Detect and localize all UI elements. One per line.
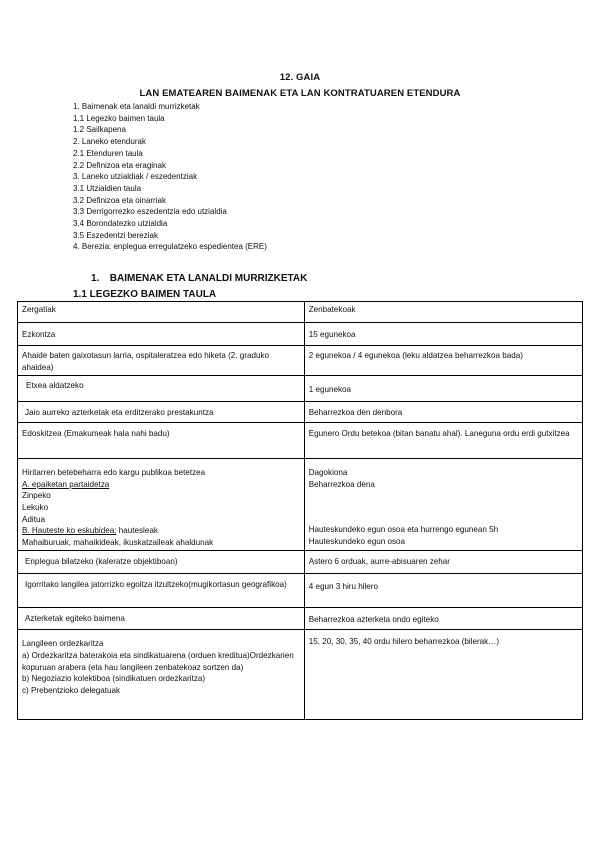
table-cell: Igorritako langilea jatorrizko egoitza itzultzeko(mugikortasun geografikoa): [18, 574, 305, 608]
cell-line-rest: hautesleak: [116, 526, 158, 536]
table-cell: Beharrezkoa azterketa ondo egiteko: [304, 608, 582, 630]
table-cell: [18, 459, 305, 551]
table-row: [18, 459, 583, 551]
table-row: [18, 376, 583, 402]
cell-line: Hiritarren betebeharra edo kargu publikoa betetzea: [22, 468, 206, 478]
table-cell: Astero 6 orduak, aurre-abisuaren zehar: [304, 551, 582, 574]
table-header-row: [18, 302, 583, 323]
toc-item: 1.1 Legezko baimen taula: [73, 113, 165, 123]
cell-line-underlined: B. Hauteste ko eskubidea:: [22, 526, 117, 536]
table-row: [18, 574, 583, 608]
table-cell: 1 egunekoa: [304, 376, 582, 402]
table-cell: [304, 459, 582, 551]
table-cell: 4 egun 3 hiru hilero: [304, 574, 582, 608]
table-row: [18, 423, 583, 459]
table-row: [18, 323, 583, 346]
table-cell: Ahaide baten gaixotasun larria, ospitaleratzea edo hiketa (2. graduko ahaidea): [18, 346, 305, 376]
toc-item: 3.3 Derrigorrezko eszedentzia edo utzialdia: [73, 207, 227, 217]
table-cell: Beharrezkoa den denbora: [304, 402, 582, 423]
subsection-heading: 1.1 LEGEZKO BAIMEN TAULA: [73, 289, 217, 300]
cell-line: Aditua: [22, 514, 45, 524]
table-cell: [18, 630, 305, 720]
chapter-title: LAN EMATEAREN BAIMENAK ETA LAN KONTRATUAREN ETENDURA: [139, 88, 461, 99]
cell-line: Hauteskundeko egun osoa: [308, 536, 406, 546]
toc-item: 3.1 Utzialdien taula: [73, 183, 142, 193]
toc-item: 1.2 Sailkapena: [73, 125, 126, 135]
toc-item: 2. Laneko etendurak: [73, 137, 146, 147]
header-cell: Zergatiak: [18, 302, 305, 323]
cell-line: Zinpeko: [22, 491, 51, 501]
cell-line: Dagokiona: [308, 468, 348, 478]
cell-line: A. epaiketan partaidetza: [22, 479, 110, 489]
table-row: [18, 346, 583, 376]
cell-spacer: [309, 490, 578, 524]
cell-line: a) Ordezkaritza baterakoia eta sindikatuarena (orduen kreditua)Ordezkarien kopuruan arabera (eta hau langileen zenbatekoaz sortzen da): [22, 650, 294, 672]
table-cell: Egunero Ordu betekoa (bitan banatu ahal). Laneguna ordu erdi gutxitzea: [304, 423, 582, 459]
table-cell: Enplegua bilatzeko (kaleratze objektiboan): [18, 551, 305, 574]
header-cell: Zenbatekoak: [304, 302, 582, 323]
section-heading: [73, 273, 307, 284]
toc-item: 4. Berezia: enplegua erregulatzeko espedientea (ERE): [73, 242, 267, 252]
cell-line: [22, 525, 300, 537]
toc-item: 2.2 Definizoa eta eraginak: [73, 160, 166, 170]
toc-item: 3.4 Borondatezko utzialdia: [73, 219, 168, 229]
table-cell: Ezkontza: [18, 323, 305, 346]
table-cell: Azterketak egiteko baimena: [18, 608, 305, 630]
table-cell: Etxea aldatzeko: [18, 376, 305, 402]
table-cell: 2 egunekoa / 4 egunekoa (leku aldatzea beharrezkoa bada): [304, 346, 582, 376]
cell-line: Langileen ordezkaritza: [22, 639, 104, 649]
toc-item: 1. Baimenak eta lanaldi murrizketak: [73, 102, 200, 111]
cell-line: Lekuko: [22, 502, 49, 512]
table-row: [18, 551, 583, 574]
section-number: 1.: [91, 273, 100, 284]
table-cell: Edoskitzea (Emakumeak hala nahi badu): [18, 423, 305, 459]
table-row: [18, 608, 583, 630]
cell-line: Beharrezkoa dena: [308, 479, 375, 489]
chapter-number: 12. GAIA: [279, 72, 321, 83]
table-cell: Jaio aurreko azterketak eta erditzerako prestakuntza: [18, 402, 305, 423]
table-of-contents: [73, 101, 267, 253]
toc-item: 3. Laneko utzialdiak / eszedentziak: [73, 172, 198, 182]
table-row: [18, 630, 583, 720]
permits-table: [17, 301, 583, 720]
cell-line: b) Negoziazio kolektiboa (sindikatuen ordezkaritza): [22, 674, 206, 684]
section-title: BAIMENAK ETA LANALDI MURRIZKETAK: [109, 273, 308, 284]
toc-item: 3.5 Eszedentzi bereziak: [73, 230, 158, 240]
table-cell: 15 egunekoa: [304, 323, 582, 346]
cell-line: Hauteskundeko egun osoa eta hurrengo egunean 5h: [308, 525, 499, 535]
cell-line: c) Prebentzioko delegatuak: [22, 685, 121, 695]
toc-item: 2.1 Etenduren taula: [73, 148, 143, 158]
cell-line: Mahaiburuak, mahaikideak, ikuskatzaileak ahaldunak: [22, 537, 214, 547]
table-cell: 15, 20, 30, 35, 40 ordu hilero beharrezkoa (bilerak…): [304, 630, 582, 720]
table-row: [18, 402, 583, 423]
toc-item: 3.2 Definizoa eta oinarriak: [73, 195, 166, 205]
